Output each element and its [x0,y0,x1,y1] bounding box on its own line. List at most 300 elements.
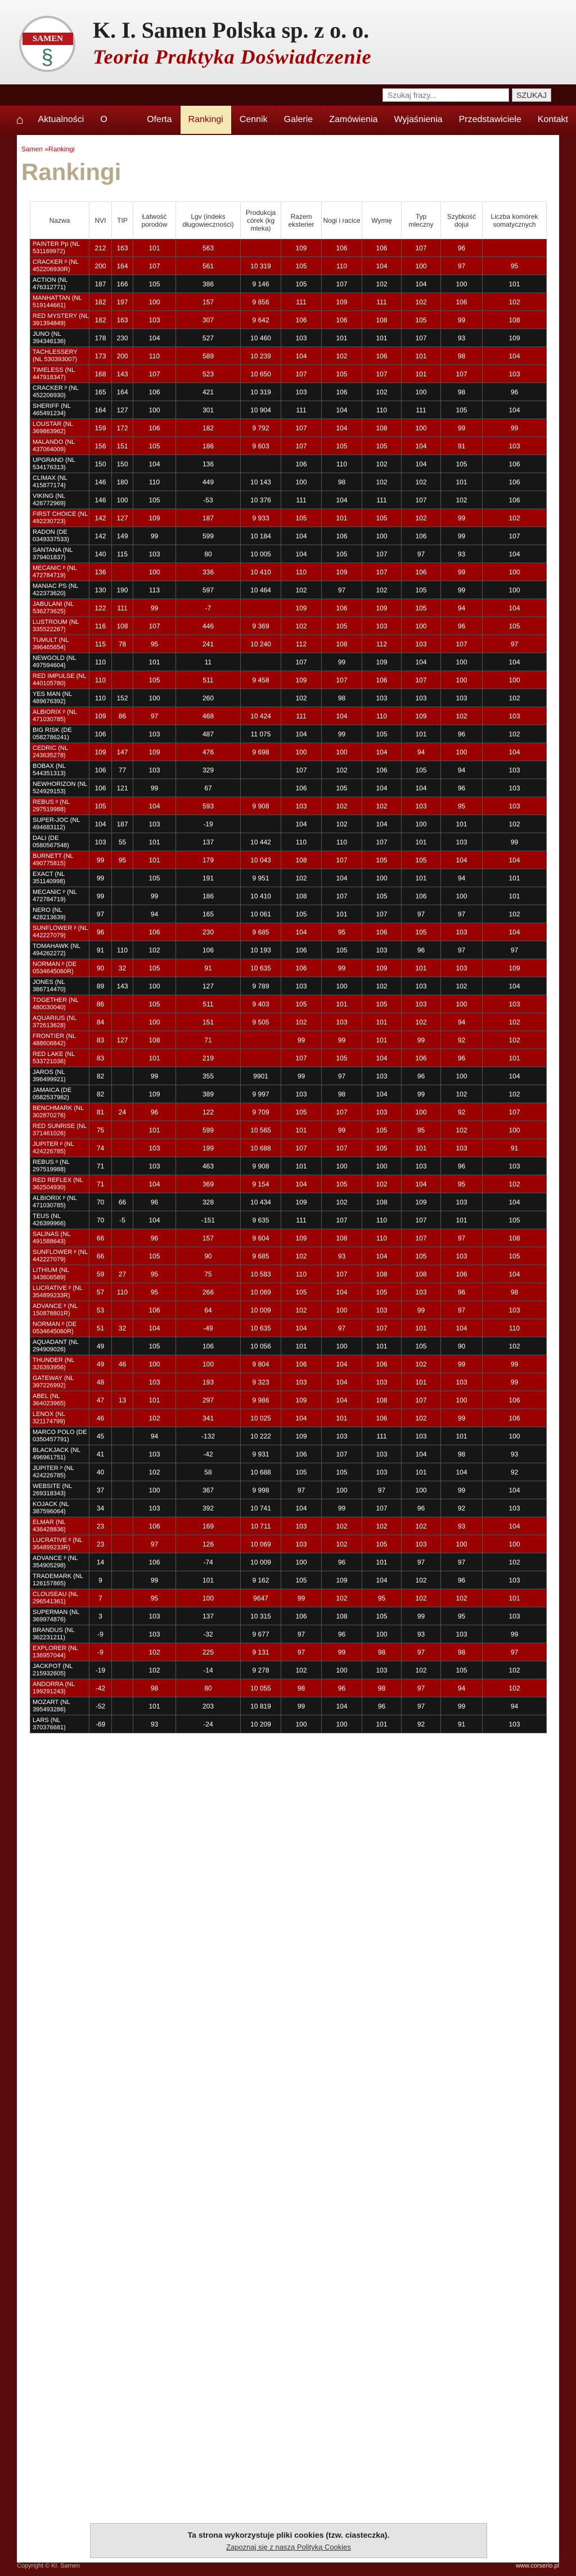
table-row [30,509,547,527]
table-cell: 100 [483,1535,547,1553]
table-row [30,1373,547,1391]
table-cell: 97 [281,1625,322,1643]
table-cell: 108 [322,1229,362,1247]
table-cell: 101 [362,1715,402,1733]
bull-name[interactable]: JACKPOT (NL 215932605) [30,1661,89,1679]
nav-item-2[interactable]: Oferta [138,106,179,134]
table-cell: 102 [281,1013,322,1031]
table-cell: 99 [322,1643,362,1661]
main-content [17,135,559,2562]
column-header[interactable]: Produkcja córek (kg mleka) [241,202,281,239]
bull-name[interactable]: LENOX (NL 321174799) [30,1409,89,1427]
table-cell: 146 [89,473,112,491]
column-header[interactable]: Wymię [362,202,402,239]
table-row [30,383,547,401]
table-cell: 96 [402,1499,441,1517]
bull-name[interactable]: NERO (NL 428213639) [30,905,89,923]
table-cell: 101 [441,815,483,833]
table-cell: -53 [176,491,241,509]
table-cell: 104 [322,419,362,437]
bull-name[interactable]: SUPERMAN (NL 369974876) [30,1607,89,1625]
table-cell: 32 [112,1319,133,1337]
table-cell: 105 [133,869,176,887]
table-cell: 103 [441,1193,483,1211]
table-cell: 9 856 [241,293,281,311]
table-cell: 10 410 [241,887,281,905]
table-row [30,437,547,455]
table-row [30,1697,547,1715]
table-cell: -151 [176,1211,241,1229]
table-cell: 122 [89,599,112,617]
table-cell: 241 [176,635,241,653]
bull-name[interactable]: MECANIC ᵖ (NL 472784719) [30,887,89,905]
table-cell: 127 [176,977,241,995]
table-cell: 45 [89,1427,112,1445]
table-row [30,707,547,725]
bull-name[interactable]: NEWGOLD (NL 497594604) [30,653,89,671]
bull-name[interactable]: LARS (NL 370376681) [30,1715,89,1733]
table-cell: 109 [133,743,176,761]
bull-name[interactable]: TUMULT (NL 396465654) [30,635,89,653]
table-cell [112,1499,133,1517]
table-cell: 41 [89,1445,112,1463]
bull-name[interactable]: KOJACK (NL 387596064) [30,1499,89,1517]
table-cell [241,653,281,671]
column-header[interactable]: Nazwa [30,202,89,239]
table-row [30,1499,547,1517]
table-cell: 106 [133,1301,176,1319]
column-header[interactable]: Razem eksterier [281,202,322,239]
table-row [30,1193,547,1211]
bull-name[interactable]: ADVANCE ᵖ (NL 354905298) [30,1553,89,1571]
table-cell: 146 [89,491,112,509]
column-header[interactable]: Lgv (indeks długowieczności) [176,202,241,239]
table-cell: 468 [176,707,241,725]
table-cell: 103 [402,995,441,1013]
column-header[interactable]: TIP [112,202,133,239]
table-cell: 98 [362,1643,402,1661]
bull-name[interactable]: WEBSITE (NL 269318343) [30,1481,89,1499]
table-cell: 9 146 [241,275,281,293]
cookie-policy-link[interactable]: Zapoznaj się z naszą Polityką Cookies [226,2543,351,2551]
table-cell: 168 [89,365,112,383]
table-cell: 102 [362,473,402,491]
table-cell: 90 [441,1337,483,1355]
table-cell: 101 [133,851,176,869]
bull-name[interactable]: MANIAC PS (NL 422373620) [30,581,89,599]
table-cell: 99 [441,1481,483,1499]
bull-name[interactable]: CRACKER ᵖ (NL 452206930R) [30,257,89,275]
bull-name[interactable]: NORMAN ᵖ (DE 0534645060R) [30,1319,89,1337]
table-cell: 104 [483,743,547,761]
nav-item-4[interactable]: Cennik [231,106,276,134]
table-cell: 102 [483,509,547,527]
table-cell: 13 [112,1391,133,1409]
table-cell: 109 [281,599,322,617]
table-cell: 109 [281,671,322,689]
samen-logo[interactable] [19,16,78,78]
search-input[interactable] [382,88,509,102]
table-cell: 199 [176,1139,241,1157]
table-cell: 95 [441,1607,483,1625]
table-cell: 103 [281,329,322,347]
table-cell: 165 [176,905,241,923]
ranking-table [30,201,547,1733]
table-cell: 58 [176,1463,241,1481]
nav-item-8[interactable]: Przedstawiciele [451,106,529,134]
bull-name[interactable]: REBUS ᵖ (NL 297519988) [30,797,89,815]
table-row [30,941,547,959]
table-cell: 71 [176,1031,241,1049]
table-cell: 107 [281,419,322,437]
table-cell: 103 [133,1445,176,1463]
table-cell [112,1589,133,1607]
table-cell: 103 [322,1013,362,1031]
table-cell: 104 [281,545,322,563]
bull-name[interactable]: TOMAHAWK (NL 494262272) [30,941,89,959]
table-cell: 78 [112,635,133,653]
home-icon[interactable]: ⌂ [16,113,24,127]
bull-name[interactable]: SUPER-JOC (NL 494683112) [30,815,89,833]
table-cell: 9 642 [241,311,281,329]
bull-name[interactable]: ELMAR (NL 436428836) [30,1517,89,1535]
bull-name[interactable]: JABULANI (NL 536273625) [30,599,89,617]
bull-name[interactable]: LITHIUM (NL 343606589) [30,1265,89,1283]
table-cell: 187 [176,509,241,527]
table-row [30,1391,547,1409]
table-cell: 200 [89,257,112,275]
bull-name[interactable]: TEUS (NL 426399966) [30,1211,89,1229]
table-cell: 108 [112,617,133,635]
table-cell [112,1409,133,1427]
bull-name[interactable]: RADON (DE 0349337533) [30,527,89,545]
table-cell: 105 [483,617,547,635]
bull-name[interactable]: ADVANCE ᵖ (NL 150878801R) [30,1301,89,1319]
table-cell: 10 222 [241,1427,281,1445]
bull-name[interactable]: SUNFLOWER ᵖ (NL 442227079) [30,1247,89,1265]
bull-name[interactable]: NORMAN ᵖ (DE 0534645060R) [30,959,89,977]
table-cell: 111 [281,491,322,509]
table-cell: 89 [89,977,112,995]
bull-name[interactable]: BRANDUS (NL 362231211) [30,1625,89,1643]
table-cell: 101 [362,1337,402,1355]
breadcrumb[interactable]: Samen »Rankingi [21,145,75,153]
table-cell: 106 [362,1355,402,1373]
search-button[interactable]: SZUKAJ [512,88,551,102]
table-cell: 106 [402,563,441,581]
bull-name[interactable]: RED IMPULSE (NL 440105780) [30,671,89,689]
table-cell [241,815,281,833]
column-header[interactable]: Typ mleczny [402,202,441,239]
table-cell [112,1661,133,1679]
bull-name[interactable]: ABEL (NL 364023965) [30,1391,89,1409]
table-cell: 108 [362,1265,402,1283]
table-cell: 99 [281,1031,322,1049]
bull-name[interactable]: SALINAS (NL 491588643) [30,1229,89,1247]
table-cell: 107 [362,905,402,923]
table-cell: 104 [322,869,362,887]
table-row [30,1265,547,1283]
bull-name[interactable]: VIKING (NL 426772969) [30,491,89,509]
table-cell: 203 [176,1697,241,1715]
bull-name[interactable]: RED REFLEX (NL 362504930) [30,1175,89,1193]
bull-name[interactable]: MALANDO (NL 437064009) [30,437,89,455]
table-cell: 99 [133,1067,176,1085]
nav-item-6[interactable]: Zamówienia [321,106,385,134]
table-cell: 106 [483,473,547,491]
table-cell: 110 [322,455,362,473]
bull-name[interactable]: ACTION (NL 476312771) [30,275,89,293]
bull-name[interactable]: SUNFLOWER ᵖ (NL 442227079) [30,923,89,941]
table-row [30,365,547,383]
nav-item-5[interactable]: Galerie [276,106,321,134]
table-cell: 103 [402,689,441,707]
table-cell [241,1049,281,1067]
bull-name[interactable]: MECANIC ᵖ (NL 472784719) [30,563,89,581]
table-cell: 97 [402,545,441,563]
table-row [30,1571,547,1589]
table-cell: 110 [133,347,176,365]
table-cell: 102 [322,797,362,815]
bull-name[interactable]: LUCRATIVE ᵖ (NL 354899233R) [30,1283,89,1301]
bull-name[interactable]: BIG RISK (DE 0582786241) [30,725,89,743]
bull-name[interactable]: LUSTROUM (NL 335522267) [30,617,89,635]
bull-name[interactable]: FIRST CHOICE (NL 492230723) [30,509,89,527]
table-row [30,1049,547,1067]
table-cell: 102 [281,869,322,887]
table-cell: 100 [322,1715,362,1733]
bull-name[interactable]: CLOUSEAU (NL 296541361) [30,1589,89,1607]
bull-name[interactable]: REBUS ᵖ (NL 297519988) [30,1157,89,1175]
bull-name[interactable]: TACHLESSERY (NL 530393007) [30,347,89,365]
bull-name[interactable]: JONES (NL 386714470) [30,977,89,995]
bull-name[interactable]: ANDORRA (NL 199291243) [30,1679,89,1697]
table-cell: 102 [362,383,402,401]
table-cell: 178 [89,329,112,347]
table-cell: 104 [362,743,402,761]
bull-name[interactable]: CLIMAX (NL 415877174) [30,473,89,491]
table-cell: 107 [441,635,483,653]
table-cell: 101 [362,1553,402,1571]
table-cell [112,1301,133,1319]
table-cell: 9 792 [241,419,281,437]
table-cell: 106 [362,1409,402,1427]
table-cell: 9 908 [241,797,281,815]
table-cell: 10 688 [241,1139,281,1157]
bull-name[interactable]: EXPLORER (NL 136957044) [30,1643,89,1661]
table-cell: 10 043 [241,851,281,869]
table-cell: 98 [281,1679,322,1697]
bull-name[interactable]: THUNDER (NL 326393956) [30,1355,89,1373]
table-cell: 156 [89,437,112,455]
table-cell: 104 [322,1373,362,1391]
table-cell: 92 [402,1715,441,1733]
table-cell: 151 [176,1013,241,1031]
bull-name[interactable]: SHERIFF (NL 465491234) [30,401,89,419]
bull-name[interactable]: YES MAN (NL 489676392) [30,689,89,707]
table-cell: 99 [441,563,483,581]
table-cell: 100 [322,1337,362,1355]
table-cell: 103 [362,1661,402,1679]
bull-name[interactable]: MOZART (NL 395493286) [30,1697,89,1715]
bull-name[interactable]: ALBIORIX ᵖ (NL 471030785) [30,707,89,725]
table-cell: 100 [362,869,402,887]
table-cell: 109 [362,599,402,617]
bull-name[interactable]: PAINTER Pp (NL 531169972) [30,239,89,257]
bull-name[interactable]: MANHATTAN (NL 519144661) [30,293,89,311]
bull-name[interactable]: FRONTIER (NL 488606842) [30,1031,89,1049]
table-cell: 103 [483,1499,547,1517]
bull-name[interactable]: RED LAKE (NL 533721036) [30,1049,89,1067]
table-cell: 104 [441,1463,483,1481]
bull-name[interactable]: CRACKER ᵖ (NL 452206930) [30,383,89,401]
table-cell: 101 [402,725,441,743]
table-cell: 101 [322,509,362,527]
bull-name[interactable]: TOGETHER (NL 480030040) [30,995,89,1013]
table-cell: 10 009 [241,1301,281,1319]
table-cell: 110 [362,1229,402,1247]
bull-name[interactable]: EXACT (NL 351140998) [30,869,89,887]
table-cell: 97 [441,905,483,923]
bull-name[interactable]: BURNETT (NL 490775815) [30,851,89,869]
table-cell: 101 [402,365,441,383]
table-cell: 93 [441,545,483,563]
table-cell: 107 [402,239,441,257]
bull-name[interactable]: ALBIORIX ᵖ (NL 471030785) [30,1193,89,1211]
table-cell: 99 [133,599,176,617]
table-cell: 9 154 [241,1175,281,1193]
table-cell: 105 [281,257,322,275]
table-cell: 102 [281,1661,322,1679]
table-cell: 109 [281,1229,322,1247]
table-cell: 97 [441,941,483,959]
bull-name[interactable]: MARCO POLO (DE 0350457791) [30,1427,89,1445]
table-cell: 100 [402,1481,441,1499]
bull-name[interactable]: JAMAICA (DE 0582537982) [30,1085,89,1103]
bull-name[interactable]: AQUARIUS (NL 372613628) [30,1013,89,1031]
table-cell: 105 [281,1283,322,1301]
table-cell: 102 [322,1535,362,1553]
table-row [30,563,547,581]
table-cell: 111 [281,707,322,725]
bull-name[interactable]: JAROS (NL 396499921) [30,1067,89,1085]
table-cell: 104 [133,455,176,473]
table-cell: 95 [402,1121,441,1139]
table-cell: 109 [362,653,402,671]
bull-name[interactable]: JUPITER ᵖ (NL 424226785) [30,1463,89,1481]
table-cell: 74 [89,1139,112,1157]
table-cell: 95 [133,1589,176,1607]
table-row [30,635,547,653]
nav-item-1[interactable]: O [92,106,138,134]
table-cell: 110 [322,833,362,851]
table-cell: 9 635 [241,1211,281,1229]
bull-name[interactable]: NEWHORIZON (NL 524929153) [30,779,89,797]
table-cell: 100 [281,1553,322,1571]
nav-item-3[interactable]: Rankingi [180,106,231,134]
table-cell: 9 131 [241,1643,281,1661]
table-cell: 98 [362,1679,402,1697]
table-row [30,257,547,275]
nav-item-7[interactable]: Wyjaśnienia [385,106,450,134]
table-cell: 101 [483,275,547,293]
table-cell: 77 [112,761,133,779]
bull-name[interactable]: JUPITER ᵖ (NL 424226785) [30,1139,89,1157]
table-row [30,1085,547,1103]
bull-name[interactable]: UPGRAND (NL 534176313) [30,455,89,473]
bull-name[interactable]: BOBAX (NL 544351313) [30,761,89,779]
bull-name[interactable]: DALI (DE 0580567548) [30,833,89,851]
bull-name[interactable]: TRADEMARK (NL 126157865) [30,1571,89,1589]
table-cell: 97 [89,905,112,923]
table-row [30,779,547,797]
table-cell: 102 [483,689,547,707]
table-cell: 105 [362,1139,402,1157]
bull-name[interactable]: JUNO (NL 394346136) [30,329,89,347]
column-header[interactable]: Nogi i racice [322,202,362,239]
column-header[interactable]: NVI [89,202,112,239]
bull-name[interactable]: RED SUNRISE (NL 371461026) [30,1121,89,1139]
table-cell: 104 [322,401,362,419]
bull-name[interactable]: GATEWAY (NL 397226992) [30,1373,89,1391]
cookie-banner [90,2523,487,2558]
table-cell: 105 [133,995,176,1013]
table-cell: -49 [176,1319,241,1337]
bull-name[interactable]: BLACKJACK (NL 496961751) [30,1445,89,1463]
table-cell: 103 [483,365,547,383]
table-cell: 104 [402,455,441,473]
table-row [30,293,547,311]
bull-name[interactable]: TIMELESS (NL 447918347) [30,365,89,383]
bull-name[interactable]: CEDRIC (NL 243635278) [30,743,89,761]
table-cell: 99 [441,1697,483,1715]
table-cell: 99 [483,833,547,851]
table-cell: 106 [176,941,241,959]
table-cell: 82 [89,1067,112,1085]
bull-name[interactable]: LUCRATIVE ᵖ (NL 354899233R) [30,1535,89,1553]
column-header[interactable]: Liczba komórek somatycznych [483,202,547,239]
table-cell: 10 319 [241,383,281,401]
bull-name[interactable]: AQUADANT (NL 294909026) [30,1337,89,1355]
table-cell: 92 [483,1463,547,1481]
column-header[interactable]: Łatwość porodów [133,202,176,239]
table-cell: 103 [281,1517,322,1535]
footer-credit[interactable]: www.corserio.pl [515,2562,559,2569]
table-cell: 102 [362,1175,402,1193]
column-header[interactable]: Szybkość dojui [441,202,483,239]
table-cell: 100 [133,401,176,419]
table-cell: 107 [483,527,547,545]
table-cell: 11 [176,653,241,671]
table-cell: 10 143 [241,473,281,491]
table-cell: 48 [89,1373,112,1391]
table-cell: 10 061 [241,905,281,923]
table-cell: 103 [402,1157,441,1175]
bull-name[interactable]: LOUSTAR (NL 369863962) [30,419,89,437]
table-cell: 100 [322,1157,362,1175]
table-cell: 99 [483,419,547,437]
table-cell [241,455,281,473]
table-cell: 97 [402,1553,441,1571]
table-cell: 105 [281,1571,322,1589]
table-cell: 106 [281,1445,322,1463]
bull-name[interactable]: BENCHMARK (NL 302870276) [30,1103,89,1121]
bull-name[interactable]: SANTANA (NL 379401837) [30,545,89,563]
table-cell: 11 075 [241,725,281,743]
nav-item-9[interactable]: Kontakt [529,106,576,134]
nav-item-0[interactable]: Aktualności [30,106,92,134]
bull-name[interactable]: RED MYSTERY (NL 391394849) [30,311,89,329]
